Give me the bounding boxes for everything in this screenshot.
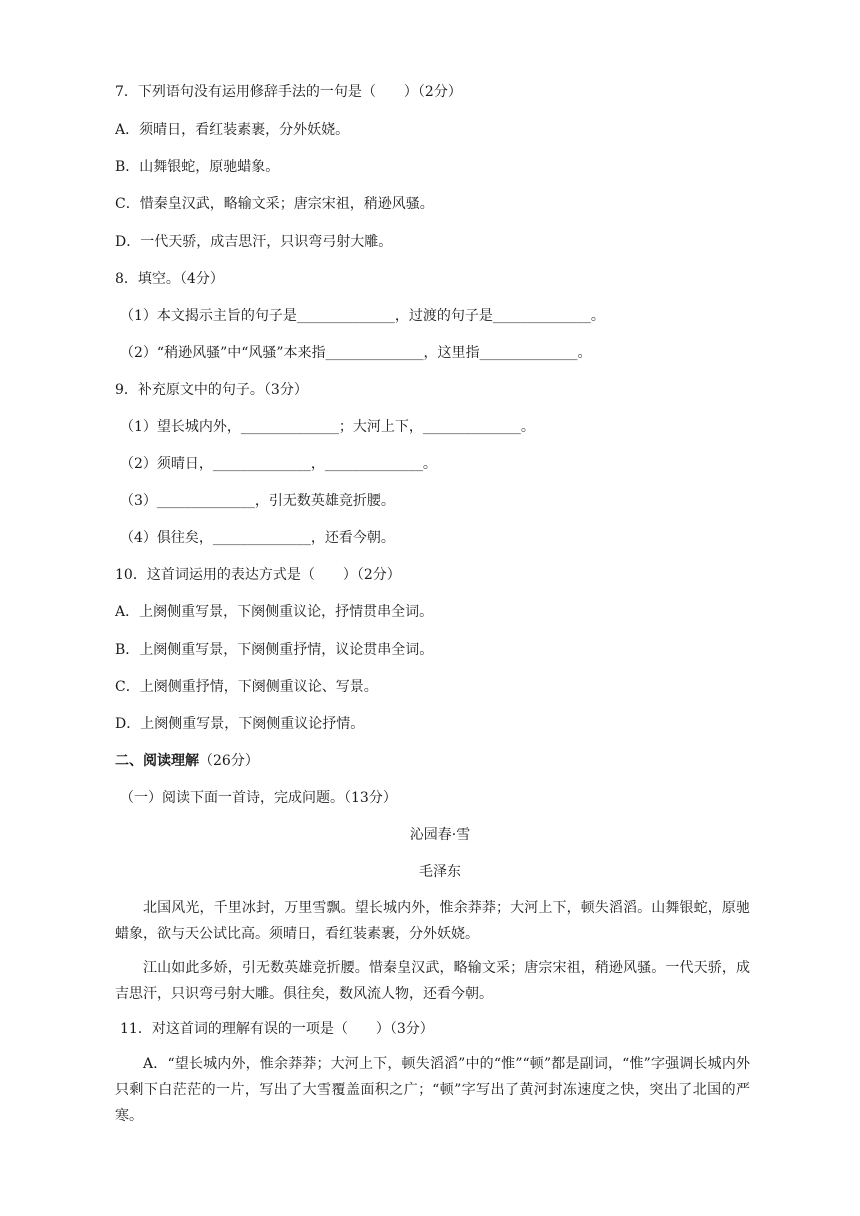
q9-stem: 9．补充原文中的句子。（3分） bbox=[115, 382, 308, 398]
q9-item-1: （1）望长城内外，______________；大河上下，______________。 bbox=[120, 419, 535, 435]
q9-item-3: （3）______________，引无数英雄竞折腰。 bbox=[120, 493, 395, 509]
poem-paragraph-1: 北国风光，千里冰封，万里雪飘。望长城内外，惟余莽莽；大河上下，顿失滔滔。山舞银蛇，原驰蜡象，欲与天公试比高。须晴日，看红装素裹，分外妖娆。 bbox=[115, 900, 750, 942]
section-heading bbox=[115, 751, 259, 771]
poem-paragraph-2: 江山如此多娇，引无数英雄竞折腰。惜秦皇汉武，略输文采；唐宗宋祖，稍逊风骚。一代天骄，成吉思汗，只识弯弓射大雕。俱往矣，数风流人物，还看今朝。 bbox=[115, 960, 750, 1002]
q10-option-a: A．上阕侧重写景，下阕侧重议论，抒情贯串全词。 bbox=[115, 604, 434, 620]
q8-stem: 8．填空。（4分） bbox=[115, 271, 224, 287]
q9-item-4: （4）俱往矣，______________，还看今朝。 bbox=[120, 530, 395, 546]
section-score: （26分） bbox=[199, 753, 259, 769]
q8-item-2: （2）“稍逊风骚”中“风骚”本来指______________，这里指______________。 bbox=[120, 345, 592, 361]
q7-option-c: C．惜秦皇汉武，略输文采；唐宗宋祖，稍逊风骚。 bbox=[115, 196, 434, 212]
q11-stem: 11．对这首词的理解有误的一项是（ ）（3分） bbox=[120, 1021, 434, 1037]
q8-item-1: （1）本文揭示主旨的句子是______________，过渡的句子是______________。 bbox=[120, 308, 605, 324]
q10-option-d: D．上阕侧重写景，下阕侧重议论抒情。 bbox=[115, 716, 365, 732]
q9-item-2: （2）须晴日，______________，______________。 bbox=[120, 456, 437, 472]
q7-option-b: B．山舞银蛇，原驰蜡象。 bbox=[115, 159, 280, 175]
q10-stem: 10．这首词运用的表达方式是（ ）（2分） bbox=[115, 567, 401, 583]
q7-option-d: D．一代天骄，成吉思汗，只识弯弓射大雕。 bbox=[115, 234, 393, 250]
q7-stem: 7．下列语句没有运用修辞手法的一句是（ ）（2分） bbox=[115, 84, 462, 100]
q11-option-a: A．“望长城内外，惟余莽莽；大河上下，顿失滔滔”中的“惟”“顿”都是副词，“惟”字强调长城内外只剩下白茫茫的一片，写出了大雪覆盖面积之广；“顿”字写出了黄河封冻速度之快，突出了北国的严寒。 bbox=[115, 1056, 750, 1124]
q10-option-c: C．上阕侧重抒情，下阕侧重议论、写景。 bbox=[115, 679, 378, 695]
subsection-heading: （一）阅读下面一首诗，完成问题。（13分） bbox=[120, 790, 397, 806]
q7-option-a: A．须晴日，看红装素裹，分外妖娆。 bbox=[115, 122, 350, 138]
poem-title: 沁园春·雪 bbox=[409, 827, 471, 843]
poem-author: 毛泽东 bbox=[419, 864, 461, 880]
q10-option-b: B．上阕侧重写景，下阕侧重抒情，议论贯串全词。 bbox=[115, 642, 434, 658]
section-title: 二、阅读理解 bbox=[115, 753, 199, 769]
